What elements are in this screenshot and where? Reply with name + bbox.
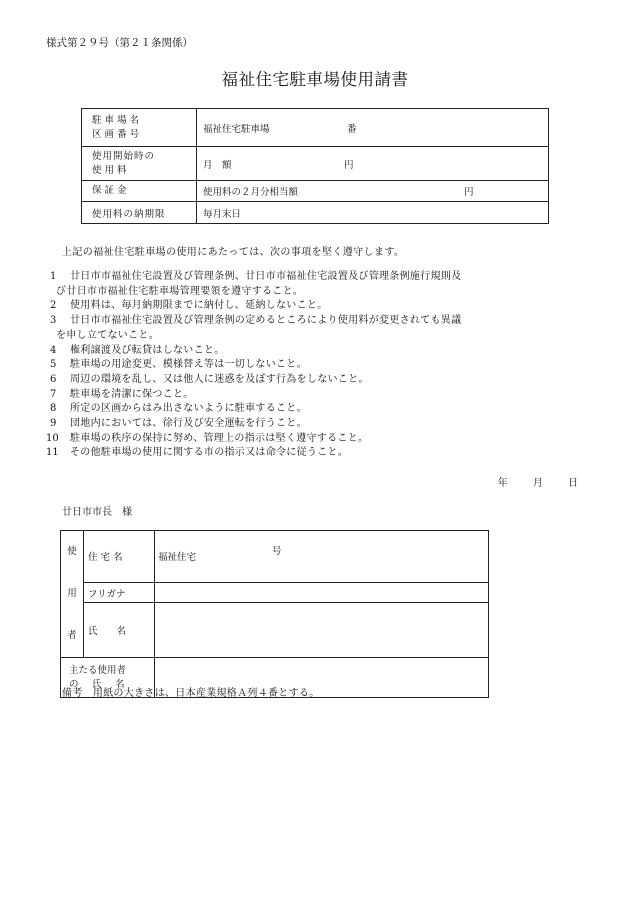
label-housing-name [84, 531, 155, 583]
housing-name-value: 福祉住宅 [158, 552, 197, 564]
date-day: 日 [568, 478, 578, 489]
item-number: 7 [50, 388, 57, 400]
label-char: 名 [129, 114, 140, 126]
housing-name-field[interactable] [155, 531, 489, 583]
item-number: 3 [50, 315, 57, 327]
label-char: 車 [104, 114, 115, 126]
list-item [46, 417, 586, 432]
label-char: 区 [92, 128, 102, 140]
label-char: 保 [92, 185, 102, 196]
list-item [46, 446, 586, 461]
list-item [46, 344, 586, 359]
date-month: 月 [532, 478, 543, 489]
label-text: フリガナ [88, 588, 126, 600]
list-item [46, 299, 586, 314]
item-text-continued: び廿日市市福祉住宅駐車場管理要領を遵守すること。 [56, 285, 304, 297]
label-initial-fee [82, 147, 197, 181]
row-furigana [61, 582, 489, 602]
label-char: 場 [117, 114, 127, 126]
addressee: 廿日市市長 様 [62, 507, 132, 518]
label-char: 証 [104, 185, 115, 196]
user-vertical-label [61, 531, 84, 658]
label-char: 使 [92, 164, 102, 176]
label-char: 使 [67, 546, 77, 557]
page-title: 福祉住宅駐車場使用請書 [221, 70, 409, 89]
intro-paragraph: 上記の福祉住宅駐車場の使用にあたっては、次の事項を堅く遵守します。 [62, 247, 405, 258]
label-char: 画 [104, 128, 115, 140]
item-text: 廿日市市福祉住宅設置及び管理条例の定めるところにより使用料が変更されても異議 [70, 315, 462, 327]
label-text: の 氏 名 [69, 678, 127, 690]
item-number: 6 [50, 373, 57, 385]
yen-suffix: 円 [464, 187, 474, 198]
list-item [46, 388, 586, 403]
list-item [46, 402, 586, 417]
list-item [46, 314, 586, 343]
item-text: その他駐車場の使用に関する市の指示又は命令に従うこと。 [70, 447, 349, 459]
label-due-date [82, 202, 197, 224]
parking-name-field[interactable] [197, 109, 549, 147]
item-number: 9 [50, 418, 57, 430]
label-furigana [84, 582, 155, 602]
label-char: 番 [117, 128, 127, 140]
item-text: 団地内においては、徐行及び安全運転を行うこと。 [70, 418, 307, 430]
item-number: 10 [46, 432, 59, 444]
remarks-note: 備考 用紙の大きさは、日本産業規格Ａ列４番とする。 [62, 688, 320, 699]
due-date-text: 毎月末日 [203, 208, 242, 220]
item-number: 11 [46, 447, 59, 459]
row-initial-fee [82, 147, 549, 181]
parking-info-table [81, 108, 549, 224]
label-char: 号 [129, 128, 140, 140]
label-char: 者 [67, 630, 77, 641]
yen-suffix: 円 [344, 160, 354, 171]
row-user-name [61, 603, 489, 658]
label-text: 氏 名 [88, 626, 127, 638]
item-number: 8 [50, 403, 57, 415]
label-text: 主たる使用者 [69, 664, 127, 676]
item-text: 駐車場を清潔に保つこと。 [70, 388, 194, 400]
label-text: 住 宅 名 [88, 552, 123, 564]
label-parking-name [82, 109, 197, 147]
label-deposit [82, 181, 197, 202]
item-text: 駐車場の秩序の保持に努め、管理上の指示は堅く遵守すること。 [70, 432, 369, 444]
item-number: 4 [50, 344, 57, 356]
date-line[interactable] [476, 474, 578, 489]
list-item [46, 432, 586, 447]
list-item [46, 373, 586, 388]
list-item [46, 358, 586, 373]
item-text: 廿日市市福祉住宅設置及び管理条例、廿日市市福祉住宅設置及び管理条例施行規則及 [70, 271, 462, 282]
label-char: 料 [117, 164, 127, 176]
label-char: 駐 [92, 114, 102, 126]
list-item [46, 270, 586, 299]
item-text: 権利譲渡及び転貸はしないこと。 [70, 344, 225, 356]
label-char: 金 [117, 185, 127, 196]
item-number: 5 [50, 359, 57, 371]
item-text: 駐車場の用途変更、模様替え等は一切しないこと。 [70, 359, 307, 371]
row-due-date [82, 202, 549, 224]
deposit-field[interactable] [197, 181, 549, 202]
item-text: 所定の区画からはみ出さないように駐車すること。 [70, 403, 307, 415]
user-info-table [60, 530, 489, 698]
item-number: 1 [50, 271, 57, 282]
section-number-suffix: 番 [347, 124, 357, 135]
label-text: 使用料の納期限 [92, 208, 166, 220]
terms-list [46, 270, 586, 461]
date-year: 年 [497, 478, 508, 489]
label-char: 用 [67, 588, 77, 599]
form-number: 様式第２９号（第２１条関係） [46, 37, 193, 49]
row-housing-name [61, 531, 489, 583]
label-text: 使用開始時の [92, 150, 156, 162]
due-date-value [197, 202, 549, 224]
item-text: 周辺の環境を乱し、又は他人に迷惑を及ぼす行為をしないこと。 [70, 373, 369, 385]
furigana-field[interactable] [155, 582, 489, 602]
user-name-field[interactable] [155, 603, 489, 658]
monthly-amount-label: 月 額 [203, 159, 232, 171]
row-deposit [82, 181, 549, 202]
label-char: 用 [104, 164, 115, 176]
item-text: 使用料は、毎月納期限までに納付し、延納しないこと。 [70, 300, 328, 312]
unit-number-suffix: 号 [272, 546, 282, 557]
row-parking-name [82, 109, 549, 147]
initial-fee-field[interactable] [197, 147, 549, 181]
parking-name-value: 福祉住宅駐車場 [203, 123, 270, 135]
label-user-name [84, 603, 155, 658]
item-text-continued: を申し立てないこと。 [56, 329, 159, 341]
deposit-description: 使用料の２月分相当額 [203, 187, 299, 198]
item-number: 2 [50, 300, 57, 312]
